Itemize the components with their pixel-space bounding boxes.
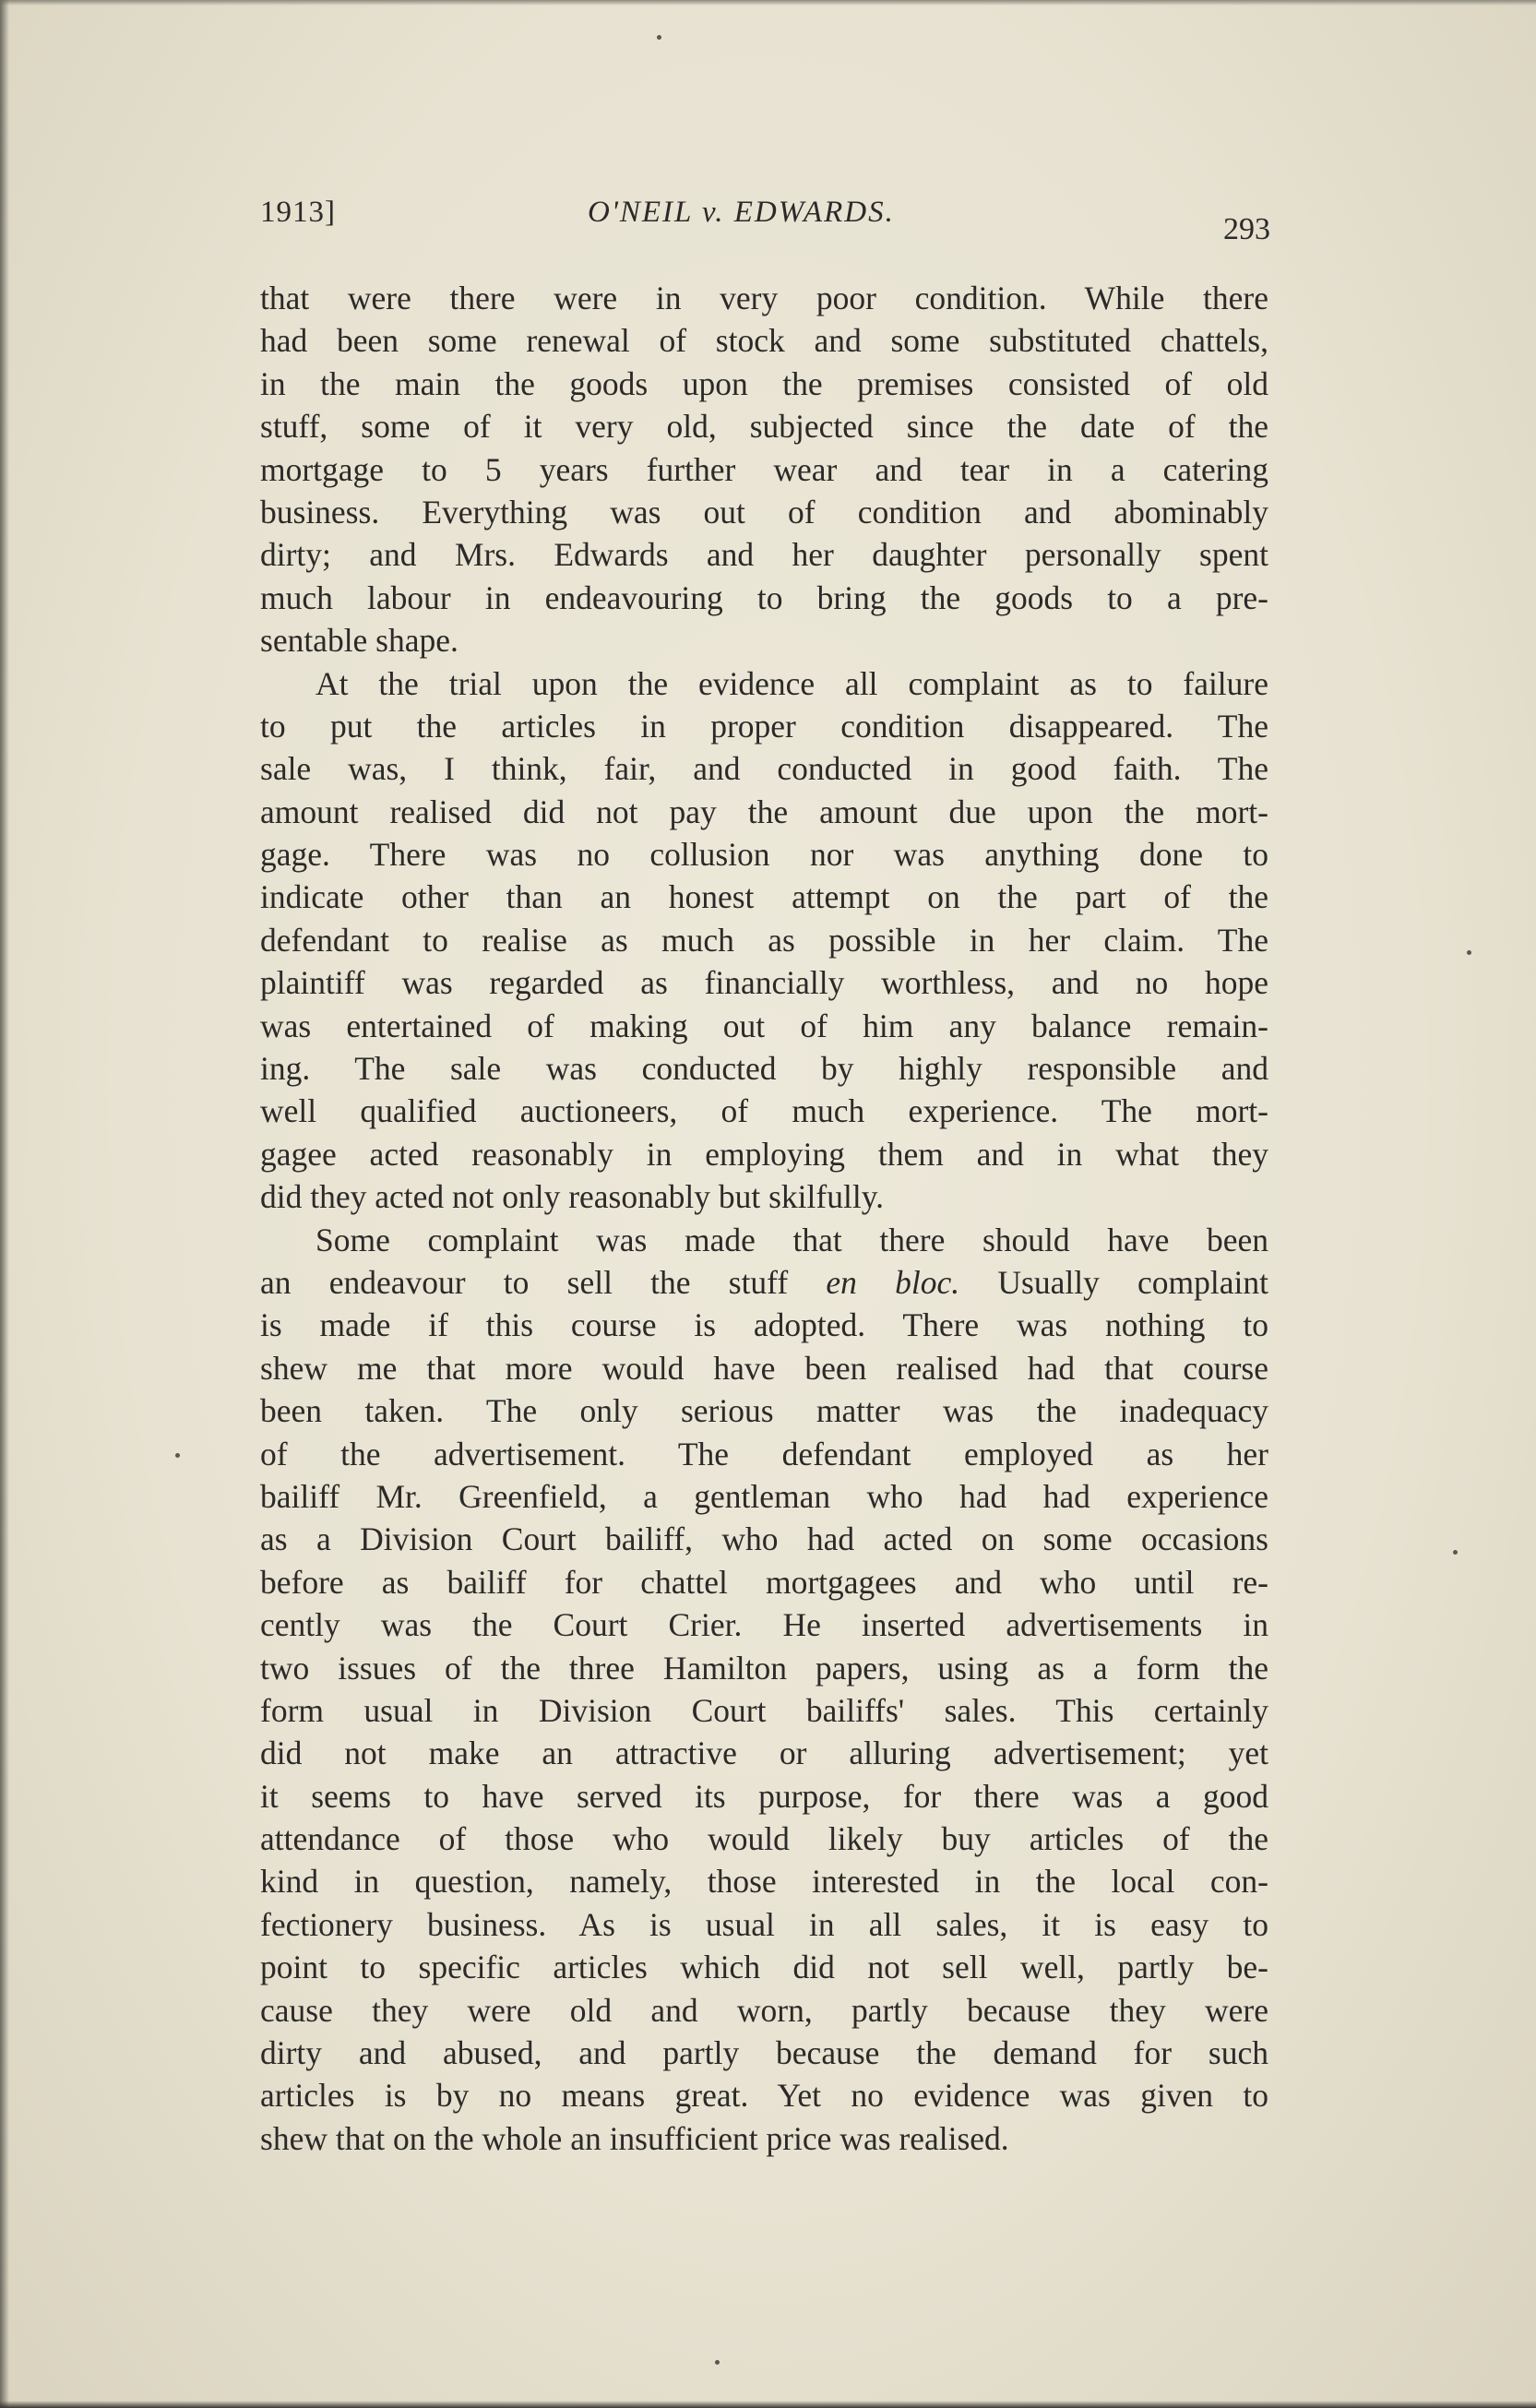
text-line: gage. There was no collusion nor was anything done to xyxy=(260,836,1268,874)
text-line: point to specific articles which did not sell well, partly be- xyxy=(260,1949,1268,1986)
text-line: in the main the goods upon the premises consisted of old xyxy=(260,364,1268,402)
text-line: as a Division Court bailiff, who had acted on some occasions xyxy=(260,1520,1268,1558)
text-line: been taken. The only serious matter was the inadequacy xyxy=(260,1392,1268,1430)
case-title: O'NEIL v. EDWARDS. xyxy=(588,196,895,229)
text-line: cently was the Court Crier. He inserted advertisements in xyxy=(260,1606,1268,1644)
text-line: defendant to realise as much as possible in her claim. The xyxy=(260,921,1268,959)
text-line: ing. The sale was conducted by highly responsible and xyxy=(260,1050,1268,1088)
ink-speck xyxy=(1453,1550,1458,1555)
ink-speck xyxy=(1467,950,1471,955)
text-line: kind in question, namely, those interested in the local con- xyxy=(260,1863,1268,1901)
text-line: indicate other than an honest attempt on the part of the xyxy=(260,878,1268,916)
running-head-year: 1913] xyxy=(260,196,336,229)
text-line: did they acted not only reasonably but skilfully. xyxy=(260,1178,885,1216)
text-line: business. Everything was out of condition and abominably xyxy=(260,493,1268,530)
text-line: dirty and abused, and partly because the demand for such xyxy=(260,2034,1268,2072)
text-line: plaintiff was regarded as financially worthless, and no hope xyxy=(260,964,1268,1002)
text-line: is made if this course is adopted. There was nothing to xyxy=(260,1306,1268,1344)
text-line: to put the articles in proper condition disappeared. The xyxy=(260,707,1268,745)
text-segment: an endeavour to sell the stuff xyxy=(260,1263,789,1301)
text-line: sentable shape. xyxy=(260,622,458,660)
text-line: that were there were in very poor condition. While there xyxy=(260,280,1268,316)
text-line: bailiff Mr. Greenfield, a gentleman who had had experience xyxy=(260,1477,1268,1515)
text-line: cause they were old and worn, partly because they were xyxy=(260,1991,1268,2029)
text-segment: Usually complaint xyxy=(997,1263,1269,1301)
text-line: did not make an attractive or alluring advertisement; yet xyxy=(260,1734,1268,1772)
text-line: before as bailiff for chattel mortgagees and who until re- xyxy=(260,1563,1268,1601)
italic-phrase: en bloc. xyxy=(826,1263,960,1301)
text-line: At the trial upon the evidence all complaint as to failure xyxy=(316,664,1268,702)
text-line: had been some renewal of stock and some substituted chattels, xyxy=(260,322,1268,360)
text-line: Some complaint was made that there should have been xyxy=(316,1221,1268,1258)
page-number: 293 xyxy=(1223,212,1270,246)
text-line: gagee acted reasonably in employing them and in what they xyxy=(260,1135,1268,1173)
body-text xyxy=(260,277,1268,2160)
text-line: sale was, I think, fair, and conducted in good faith. The xyxy=(260,750,1268,788)
text-line: it seems to have served its purpose, for there was a good xyxy=(260,1777,1268,1815)
text-line: was entertained of making out of him any balance remain- xyxy=(260,1007,1268,1044)
text-line: shew that on the whole an insufficient price was realised. xyxy=(260,2119,1009,2157)
text-line: attendance of those who would likely buy articles of the xyxy=(260,1820,1268,1858)
text-line: mortgage to 5 years further wear and tear in a catering xyxy=(260,450,1268,488)
text-line: stuff, some of it very old, subjected since the date of the xyxy=(260,408,1268,446)
text-line: dirty; and Mrs. Edwards and her daughter personally spent xyxy=(260,536,1268,574)
text-line xyxy=(260,1261,1268,1304)
page-binding-edge xyxy=(0,0,9,2408)
text-line: of the advertisement. The defendant employed as her xyxy=(260,1435,1268,1472)
text-line: two issues of the three Hamilton papers, using as a form the xyxy=(260,1649,1268,1687)
page-top-edge xyxy=(0,0,1536,6)
ink-speck xyxy=(715,2360,720,2365)
text-line: form usual in Division Court bailiffs' sales. This certainly xyxy=(260,1691,1268,1729)
text-line: much labour in endeavouring to bring the goods to a pre- xyxy=(260,578,1268,616)
text-line: shew me that more would have been realised had that course xyxy=(260,1349,1268,1387)
page-bottom-edge xyxy=(0,2401,1536,2408)
text-line: fectionery business. As is usual in all sales, it is easy to xyxy=(260,1905,1268,1943)
ink-speck xyxy=(657,35,661,40)
text-line: well qualified auctioneers, of much experience. The mort- xyxy=(260,1092,1268,1130)
text-line: articles is by no means great. Yet no evidence was given to xyxy=(260,2077,1268,2115)
running-head xyxy=(260,196,1270,251)
ink-speck xyxy=(175,1453,180,1458)
text-line: amount realised did not pay the amount due upon the mort- xyxy=(260,793,1268,830)
